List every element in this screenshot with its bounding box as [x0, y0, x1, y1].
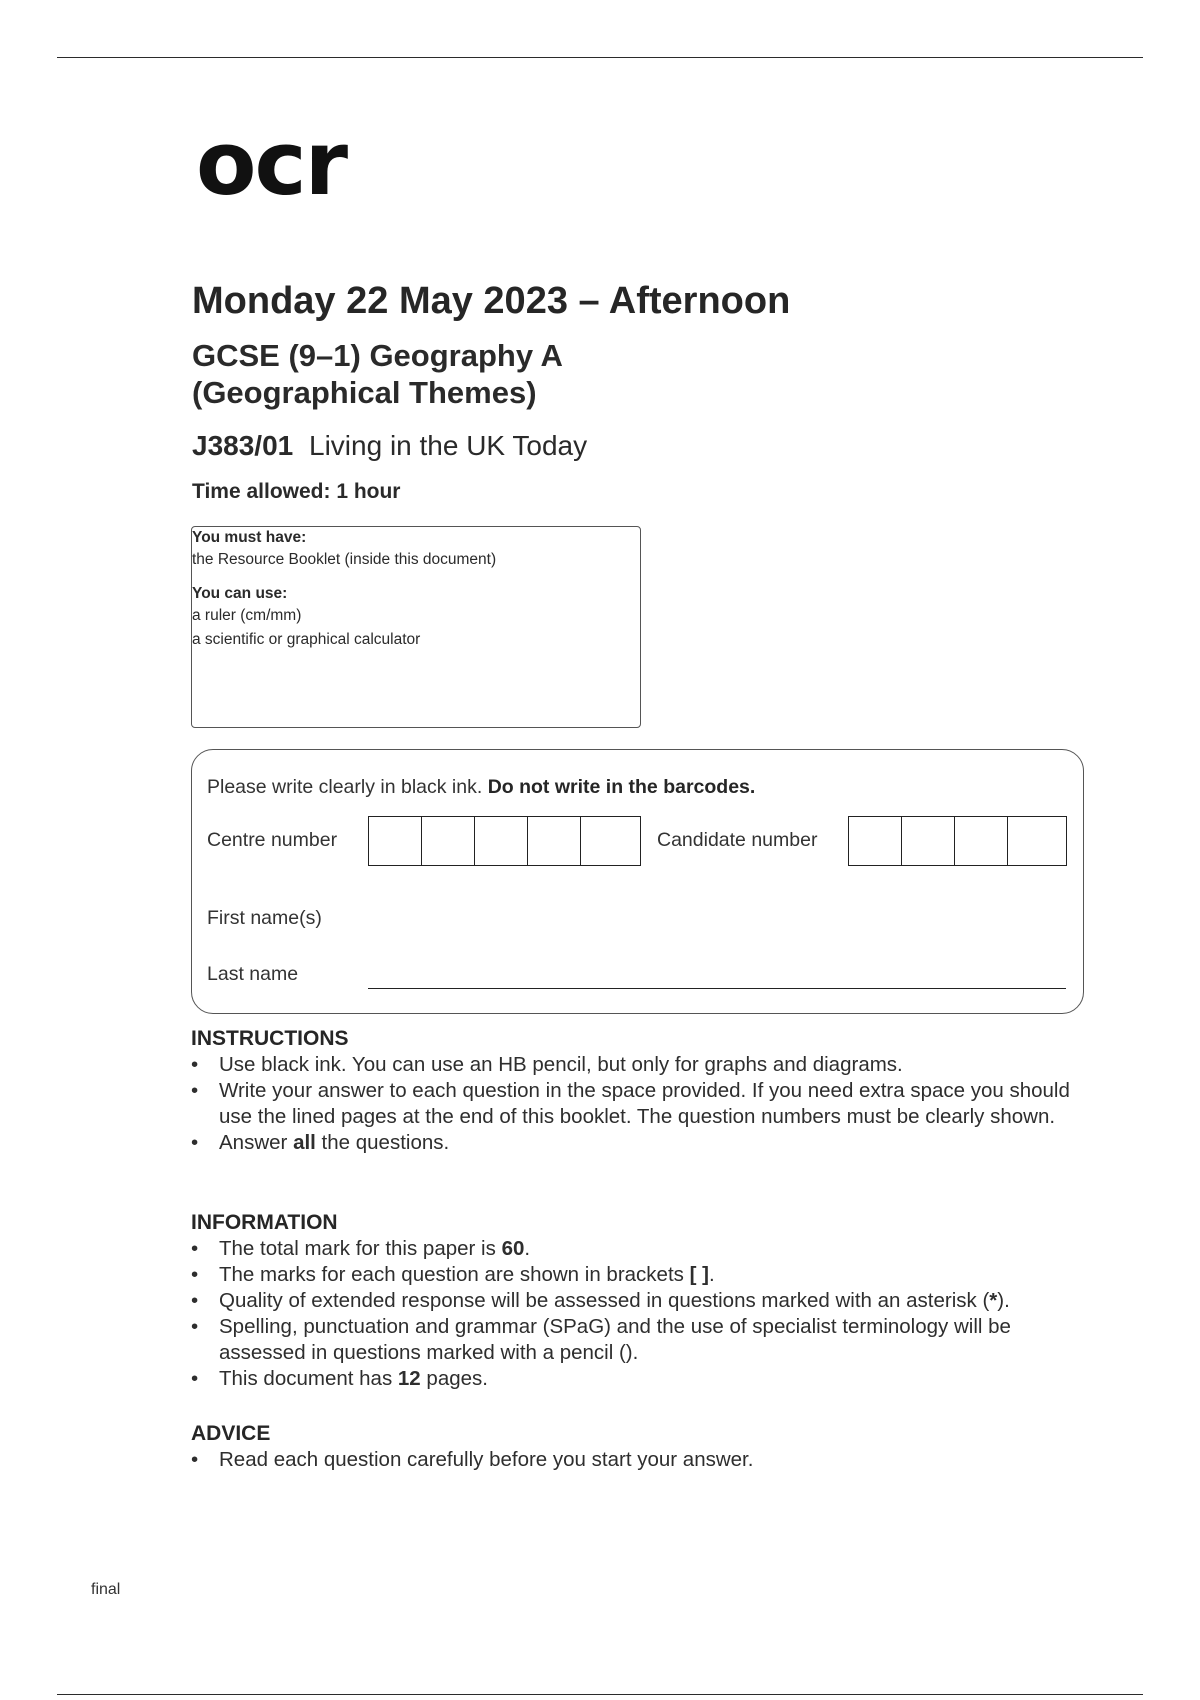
- paper-code: J383/01: [192, 430, 294, 461]
- centre-digit-box[interactable]: [475, 817, 528, 865]
- list-item: • Quality of extended response will be assessed in questions marked with an asterisk (*).: [191, 1288, 1091, 1314]
- candidate-digit-box[interactable]: [849, 817, 902, 865]
- must-have-item: the Resource Booklet (inside this document): [192, 551, 497, 568]
- ink-instruction-plain: Please write clearly in black ink.: [207, 776, 488, 798]
- candidate-details-box: [191, 749, 1084, 1014]
- ocr-logo: ocr: [196, 112, 347, 215]
- ink-instruction-bold: Do not write in the barcodes.: [487, 776, 756, 798]
- list-item: • This document has 12 pages.: [191, 1366, 1091, 1392]
- candidate-number-label: Candidate number: [657, 829, 818, 851]
- can-use-heading: You can use:: [192, 585, 288, 602]
- list-item: • Read each question carefully before you start your answer.: [191, 1447, 1091, 1473]
- last-name-label: Last name: [207, 963, 299, 985]
- advice-heading: ADVICE: [191, 1422, 271, 1445]
- information-heading: INFORMATION: [191, 1211, 338, 1234]
- centre-number-label: Centre number: [207, 829, 338, 851]
- advice-list: [191, 1447, 1091, 1473]
- list-item: • The total mark for this paper is 60.: [191, 1236, 1091, 1262]
- list-item: • Use black ink. You can use an HB pencil, but only for graphs and diagrams.: [191, 1052, 1091, 1078]
- last-name-line[interactable]: [368, 988, 1066, 989]
- list-item: • Write your answer to each question in the space provided. If you need extra space you should use the lined pages at the end of this booklet. The question numbers must be clearly shown.: [191, 1078, 1091, 1130]
- subject-line-1: GCSE (9–1) Geography A: [192, 338, 563, 373]
- instructions-list: [191, 1052, 1091, 1156]
- top-rule: [57, 57, 1143, 58]
- time-allowed: Time allowed: 1 hour: [192, 480, 401, 503]
- centre-digit-box[interactable]: [581, 817, 634, 865]
- centre-number-boxes[interactable]: [368, 816, 641, 866]
- subject-title: [192, 337, 563, 411]
- centre-digit-box[interactable]: [528, 817, 581, 865]
- must-have-heading: You must have:: [192, 529, 307, 546]
- subject-line-2: (Geographical Themes): [192, 375, 537, 410]
- exam-date-heading: Monday 22 May 2023 – Afternoon: [192, 280, 791, 322]
- information-list: [191, 1236, 1091, 1392]
- footer-status: final: [91, 1581, 121, 1598]
- paper-name: Living in the UK Today: [309, 430, 588, 461]
- candidate-number-boxes[interactable]: [848, 816, 1067, 866]
- can-use-item: a scientific or graphical calculator: [192, 631, 421, 648]
- first-name-label: First name(s): [207, 907, 322, 929]
- candidate-digit-box[interactable]: [955, 817, 1008, 865]
- candidate-digit-box[interactable]: [902, 817, 955, 865]
- ink-instruction: [207, 776, 755, 799]
- candidate-digit-box[interactable]: [1008, 817, 1061, 865]
- can-use-item: a ruler (cm/mm): [192, 607, 302, 624]
- list-item: • The marks for each question are shown in brackets [ ].: [191, 1262, 1091, 1288]
- centre-digit-box[interactable]: [422, 817, 475, 865]
- list-item: • Spelling, punctuation and grammar (SPaG) and the use of specialist terminology will be assessed in questions marked with a pencil ().: [191, 1314, 1091, 1366]
- list-item: • Answer all the questions.: [191, 1130, 1091, 1156]
- paper-title: [192, 428, 587, 464]
- requirements-box: [191, 526, 641, 728]
- bottom-rule: [57, 1694, 1143, 1695]
- centre-digit-box[interactable]: [369, 817, 422, 865]
- instructions-heading: INSTRUCTIONS: [191, 1027, 349, 1050]
